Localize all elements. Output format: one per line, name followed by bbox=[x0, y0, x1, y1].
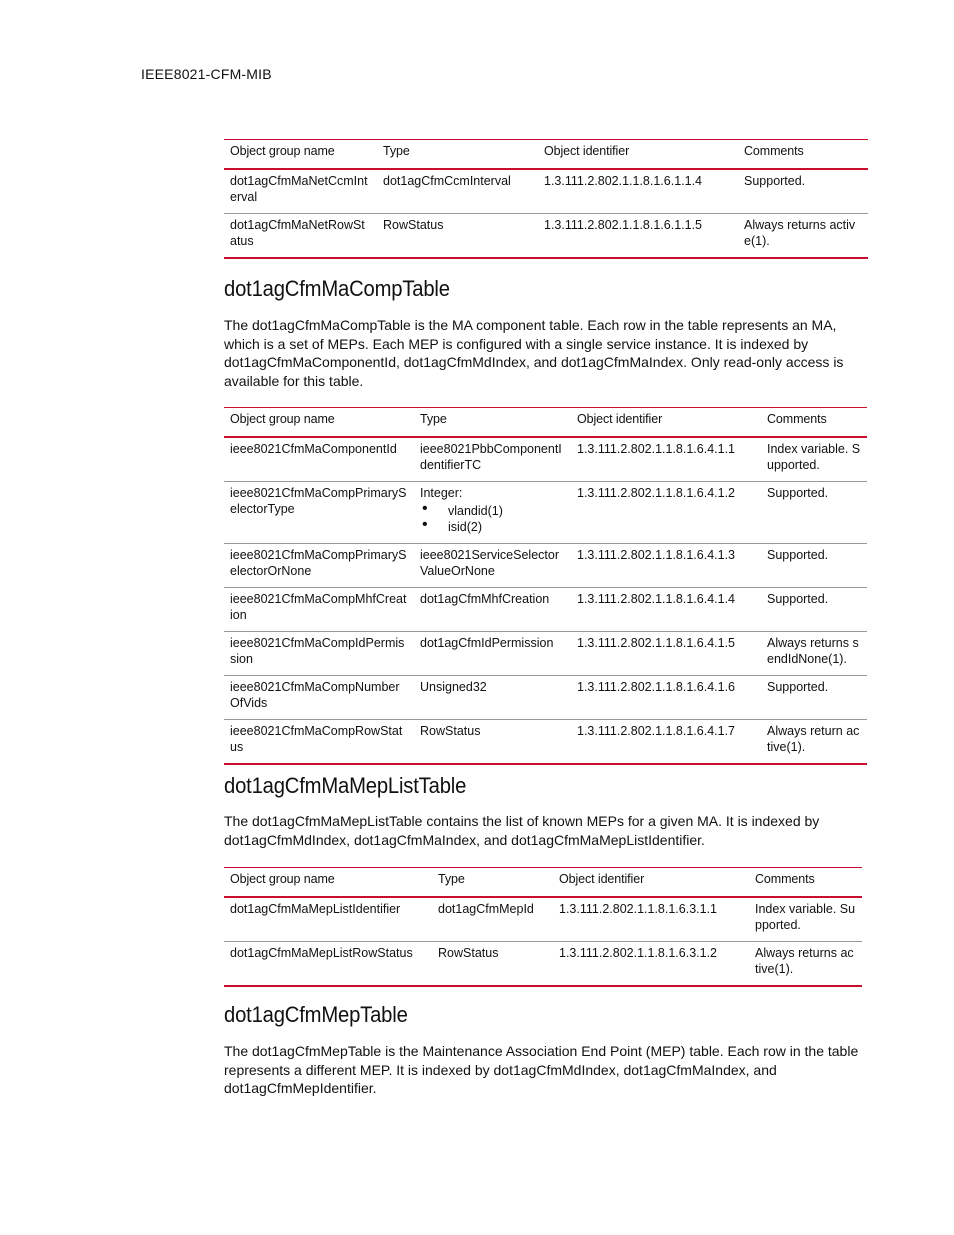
object-identifier: 1.3.111.2.802.1.1.8.1.6.4.1.3 bbox=[571, 544, 761, 588]
object-comment: Always returns active(1). bbox=[738, 214, 868, 259]
object-type: ieee8021ServiceSelectorValueOrNone bbox=[414, 544, 571, 588]
object-identifier: 1.3.111.2.802.1.1.8.1.6.4.1.4 bbox=[571, 588, 761, 632]
table-row bbox=[224, 676, 867, 720]
object-group-name: dot1agCfmMaMepListIdentifier bbox=[224, 897, 432, 942]
object-comment: Supported. bbox=[761, 588, 867, 632]
object-group-name: ieee8021CfmMaCompIdPermission bbox=[224, 632, 414, 676]
object-type: Unsigned32 bbox=[414, 676, 571, 720]
object-type: dot1agCfmMhfCreation bbox=[414, 588, 571, 632]
object-comment: Supported. bbox=[738, 169, 868, 214]
object-identifier: 1.3.111.2.802.1.1.8.1.6.4.1.2 bbox=[571, 482, 761, 544]
mib-table-ma-net bbox=[224, 139, 868, 259]
object-group-name: dot1agCfmMaMepListRowStatus bbox=[224, 942, 432, 987]
column-header: Object identifier bbox=[553, 868, 749, 898]
section-title: dot1agCfmMepTable bbox=[224, 1002, 408, 1027]
object-comment: Always returns active(1). bbox=[749, 942, 862, 987]
object-group-name: dot1agCfmMaNetCcmInterval bbox=[224, 169, 377, 214]
object-type: dot1agCfmIdPermission bbox=[414, 632, 571, 676]
object-identifier: 1.3.111.2.802.1.1.8.1.6.3.1.1 bbox=[553, 897, 749, 942]
object-type-cell bbox=[414, 482, 571, 544]
object-identifier: 1.3.111.2.802.1.1.8.1.6.4.1.6 bbox=[571, 676, 761, 720]
object-comment: Supported. bbox=[761, 676, 867, 720]
object-comment: Always return active(1). bbox=[761, 720, 867, 765]
column-header: Object group name bbox=[224, 408, 414, 438]
object-comment: Index variable. Supported. bbox=[749, 897, 862, 942]
column-header: Object group name bbox=[224, 868, 432, 898]
table-header-row bbox=[224, 408, 867, 438]
section-title: dot1agCfmMaCompTable bbox=[224, 276, 450, 301]
table-row bbox=[224, 437, 867, 482]
integer-value-list bbox=[420, 503, 565, 535]
object-identifier: 1.3.111.2.802.1.1.8.1.6.4.1.7 bbox=[571, 720, 761, 765]
list-item: • vlandid(1) bbox=[420, 503, 565, 519]
object-group-name: ieee8021CfmMaCompRowStatus bbox=[224, 720, 414, 765]
section-body: The dot1agCfmMaCompTable is the MA component table. Each row in the table represents an MA, which is a set of MEPs. Each MEP is configured with a single service instance. It is indexed by dot1agCfmMaComponentId, dot1agCfmMdIndex, and dot1agCfmMaIndex. Only read-only access is available for this table. bbox=[224, 317, 844, 389]
table-row bbox=[224, 632, 867, 676]
table-row bbox=[224, 214, 868, 259]
running-header: IEEE8021-CFM-MIB bbox=[141, 66, 272, 82]
table-row bbox=[224, 588, 867, 632]
object-comment: Supported. bbox=[761, 544, 867, 588]
column-header: Comments bbox=[749, 868, 862, 898]
mib-table-ma-mep-list bbox=[224, 867, 862, 987]
object-identifier: 1.3.111.2.802.1.1.8.1.6.1.1.4 bbox=[538, 169, 738, 214]
object-comment: Always returns sendIdNone(1). bbox=[761, 632, 867, 676]
column-header: Object group name bbox=[224, 140, 377, 170]
column-header: Type bbox=[414, 408, 571, 438]
table-header-row bbox=[224, 140, 868, 170]
section-body: The dot1agCfmMaMepListTable contains the list of known MEPs for a given MA. It is indexed by dot1agCfmMdIndex, dot1agCfmMaIndex, and dot1agCfmMaMepListIdentifier. bbox=[224, 813, 820, 848]
table-row bbox=[224, 482, 867, 544]
object-type: ieee8021PbbComponentIdentifierTC bbox=[414, 437, 571, 482]
object-identifier: 1.3.111.2.802.1.1.8.1.6.4.1.5 bbox=[571, 632, 761, 676]
object-comment: Supported. bbox=[761, 482, 867, 544]
table-row bbox=[224, 169, 868, 214]
table-row bbox=[224, 897, 862, 942]
table-row bbox=[224, 942, 862, 987]
object-type: dot1agCfmCcmInterval bbox=[377, 169, 538, 214]
object-type: RowStatus bbox=[432, 942, 553, 987]
object-group-name: ieee8021CfmMaCompPrimarySelectorType bbox=[224, 482, 414, 544]
object-identifier: 1.3.111.2.802.1.1.8.1.6.3.1.2 bbox=[553, 942, 749, 987]
table-header-row bbox=[224, 868, 862, 898]
column-header: Comments bbox=[761, 408, 867, 438]
object-group-name: ieee8021CfmMaComponentId bbox=[224, 437, 414, 482]
list-item: • isid(2) bbox=[420, 519, 565, 535]
object-type: Integer: bbox=[420, 486, 463, 500]
mib-table-ma-comp bbox=[224, 407, 867, 765]
column-header: Object identifier bbox=[571, 408, 761, 438]
table-row bbox=[224, 544, 867, 588]
object-group-name: dot1agCfmMaNetRowStatus bbox=[224, 214, 377, 259]
object-group-name: ieee8021CfmMaCompMhfCreation bbox=[224, 588, 414, 632]
object-group-name: ieee8021CfmMaCompNumberOfVids bbox=[224, 676, 414, 720]
object-comment: Index variable. Supported. bbox=[761, 437, 867, 482]
column-header: Object identifier bbox=[538, 140, 738, 170]
object-identifier: 1.3.111.2.802.1.1.8.1.6.1.1.5 bbox=[538, 214, 738, 259]
column-header: Type bbox=[432, 868, 553, 898]
object-identifier: 1.3.111.2.802.1.1.8.1.6.4.1.1 bbox=[571, 437, 761, 482]
column-header: Type bbox=[377, 140, 538, 170]
object-group-name: ieee8021CfmMaCompPrimarySelectorOrNone bbox=[224, 544, 414, 588]
object-type: dot1agCfmMepId bbox=[432, 897, 553, 942]
column-header: Comments bbox=[738, 140, 868, 170]
table-row bbox=[224, 720, 867, 765]
object-type: RowStatus bbox=[377, 214, 538, 259]
section-title: dot1agCfmMaMepListTable bbox=[224, 773, 467, 798]
object-type: RowStatus bbox=[414, 720, 571, 765]
section-body: The dot1agCfmMepTable is the Maintenance Association End Point (MEP) table. Each row in the table represents a different MEP. It is indexed by dot1agCfmMdIndex, dot1agCfmMaIndex, and dot1agCfmMepIdentifier. bbox=[224, 1043, 859, 1096]
